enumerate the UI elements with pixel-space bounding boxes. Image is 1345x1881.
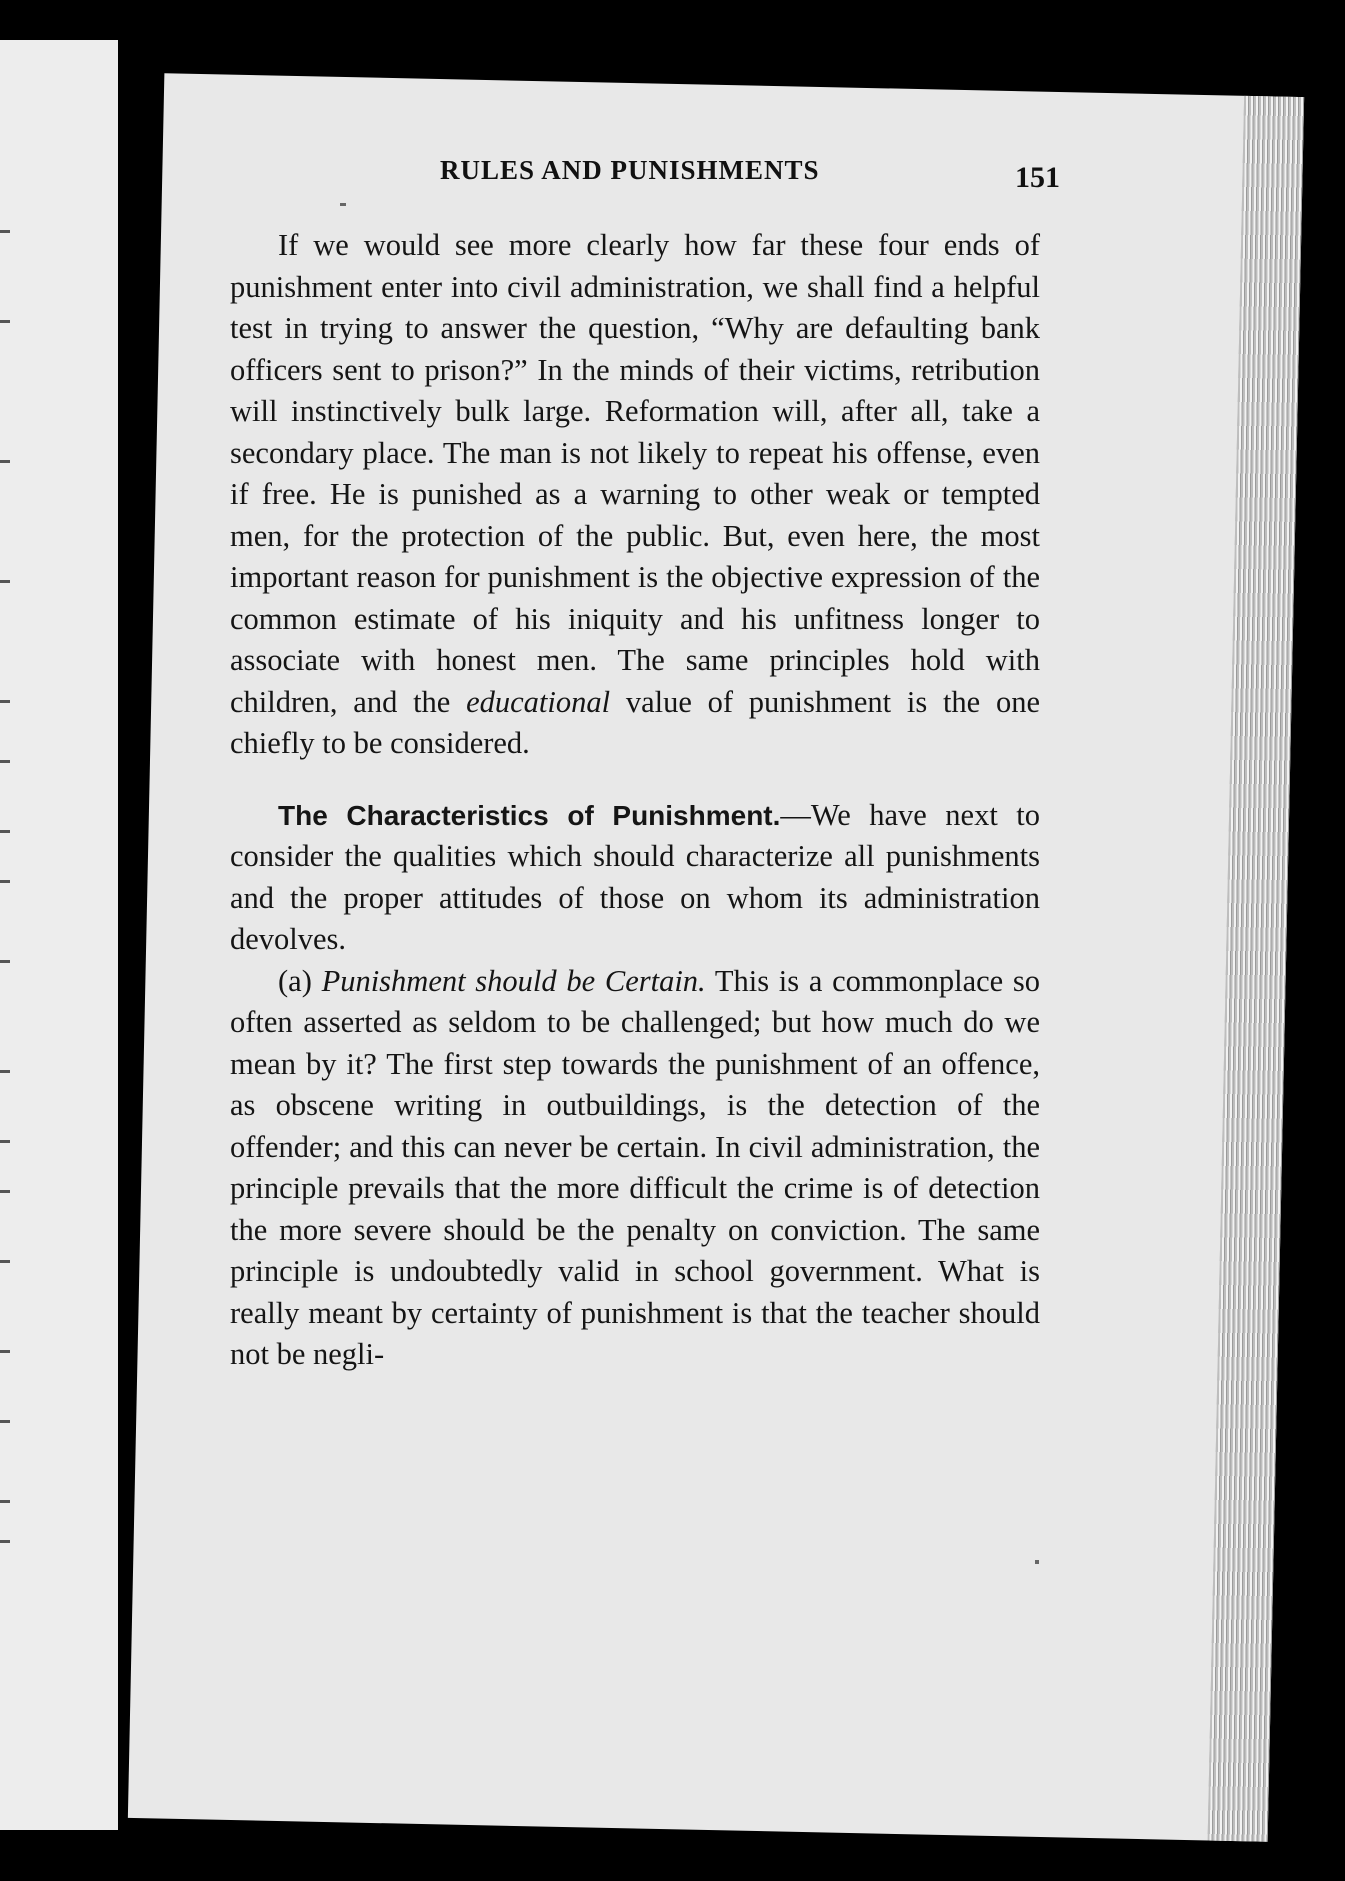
section-heading: The Characteristics of Punishment. [278,799,781,831]
page-number: 151 [1015,161,1060,194]
running-title: RULES AND PUNISHMENTS [440,155,820,185]
paragraph-1 [230,225,1040,765]
paragraph-3 [230,961,1040,1376]
paragraph-3-text: This is a commonplace so often asserted as seldom to be challenged; but how much do we mean by it? The first step towards the punishment of an offence, as obscene writing in outbuildings, is the detection of the offender; and this can never be certain. In civil administration, the principle prevails that the more difficult the crime is of detection the more severe should be the penalty on conviction. The same principle is undoubtedly valid in school government. What is really meant by certainty of punishment is that the teacher should not be negli- [230,963,1041,1371]
body-text [230,225,1040,1376]
scan-speck [340,203,346,206]
paragraph-1-italic: educational [466,684,611,719]
page-edge-stack [1208,96,1305,1842]
paragraph-3-label: (a) [278,963,312,998]
paragraph-2 [230,795,1040,961]
scan-speck [1035,1560,1039,1564]
paragraph-1-text: If we would see more clearly how far these four ends of punishment enter into civil administration, we shall find a helpful test in trying to answer the question, “Why are defaulting bank officers sent to prison?” In the minds of their victims, retribution will instinctively bulk large. Reformation will, after all, take a secondary place. The man is not likely to repeat his offense, even if free. He is punished as a warning to other weak or tempted men, for the protection of the public. But, even here, the most important reason for punishment is the objective expression of the common estimate of his iniquity and his unfitness longer to associate with honest men. The same principles hold with children, and the [230,228,1040,719]
left-page-margin [0,40,118,1830]
paragraph-1-end: value of punishment is the one chiefly to be considered. [230,684,1040,760]
paragraph-2-text: —We have next to consider the qualities which should characterize all punishments and the proper attitudes of those on whom its administration devolves. [230,797,1040,956]
page-header [300,155,1060,195]
paragraph-3-italic: Punishment should be Certain. [321,963,706,998]
